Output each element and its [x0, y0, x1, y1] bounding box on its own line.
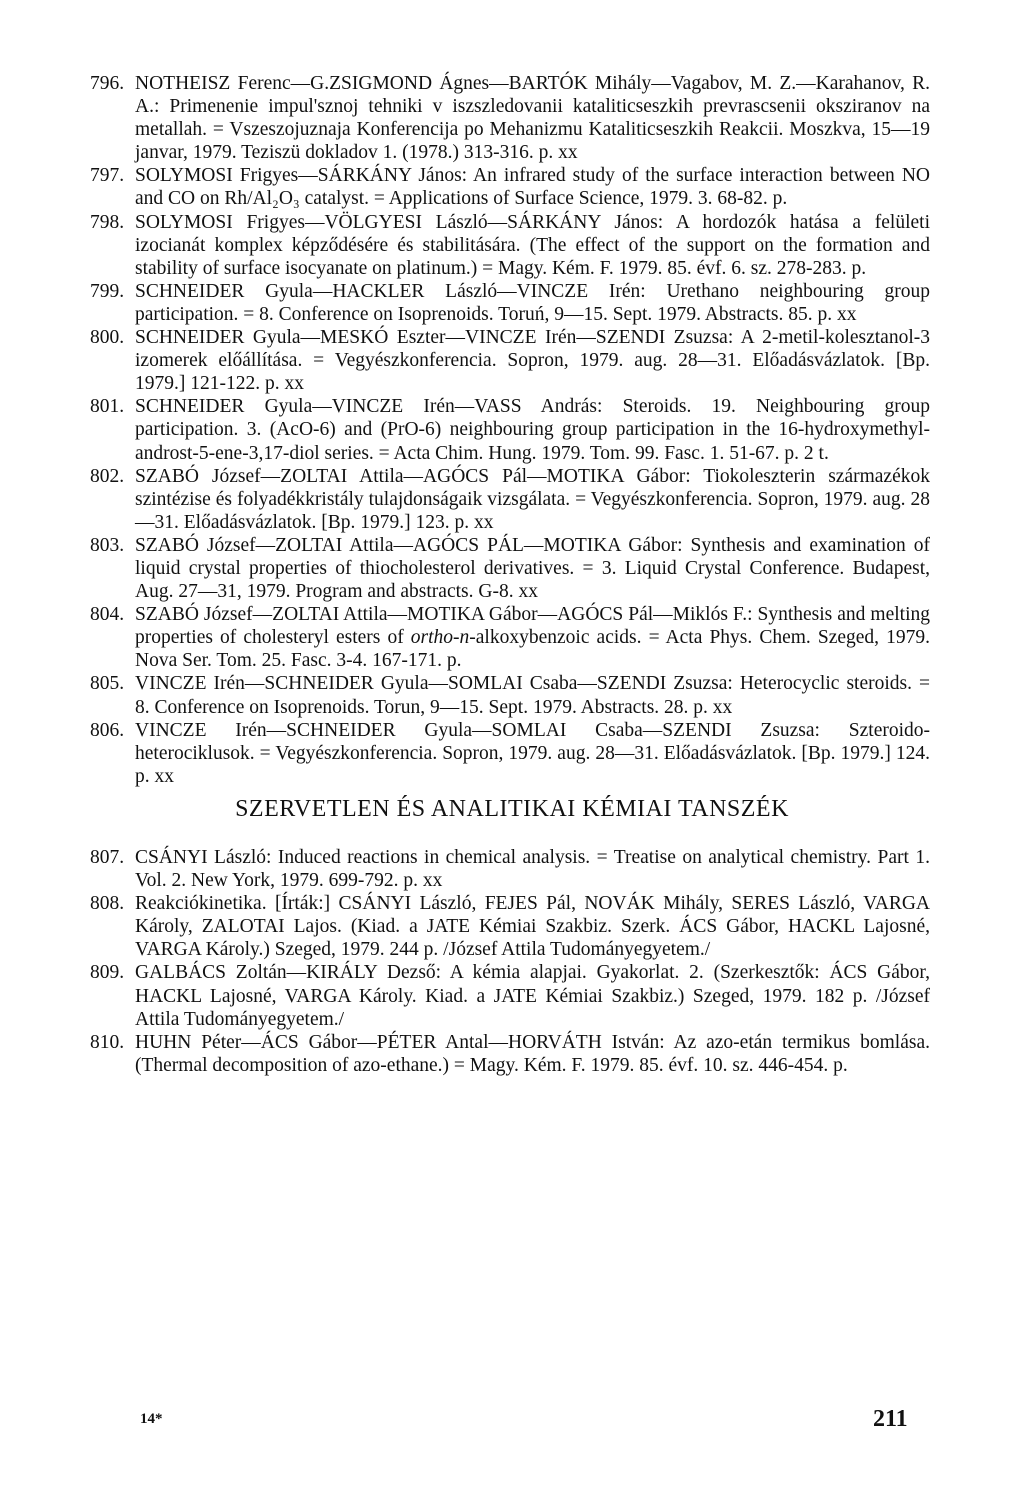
bibliography-entry — [90, 603, 930, 672]
bibliography-entry — [90, 164, 930, 210]
entry-text: GALBÁCS Zoltán—KIRÁLY Dezső: A kémia alapjai. Gyakorlat. 2. (Szerkesztők: ÁCS Gábor, HACKL Lajosné, VARGA Károly. Kiad. a JATE Kémiai Szakbiz.) Szeged, 1979. 182 p. /József Attila Tudományegyetem./ — [135, 962, 930, 1030]
entry-number: 806. — [90, 719, 125, 741]
bibliography-entry — [90, 672, 930, 718]
bibliography-entry — [90, 395, 930, 464]
signature-mark: 14* — [140, 1411, 163, 1427]
entry-text: SCHNEIDER Gyula—VINCZE Irén—VASS András: Steroids. 19. Neighbouring group participation. 3. (AcO-6) and (PrO-6) neighbouring group participation in the 16-hydroxymethyl- androst-5-ene-3,17-diol series. = Acta Chim. Hung. 1979. Tom. 99. Fasc. 1. 51-67. p. 2 t. — [135, 396, 930, 464]
entry-number: 808. — [90, 893, 125, 915]
entry-number: 802. — [90, 465, 125, 487]
bibliography-entry — [90, 961, 930, 1030]
entry-text: SOLYMOSI Frigyes—SÁRKÁNY János: An infrared study of the surface interaction between NO and CO on Rh/Al₂O₃ catalyst. = Applications of Surface Science, 1979. 3. 68-82. p. — [135, 165, 930, 210]
entry-number: 798. — [90, 211, 125, 233]
entry-number: 807. — [90, 847, 125, 868]
section-heading: SZERVETLEN ÉS ANALITIKAI KÉMIAI TANSZÉK — [235, 796, 789, 822]
entry-text: SZABÓ József—ZOLTAI Attila—AGÓCS PÁL—MOTIKA Gábor: Synthesis and examination of liquid crystal properties of thiocholesterol derivatives. = 3. Liquid Crystal Conference. Budapest, Aug. 27—31, 1979. Program and abstracts. G-8. xx — [135, 534, 930, 603]
entry-number: 799. — [90, 280, 125, 302]
entry-number: 809. — [90, 962, 125, 984]
entries-list-top — [90, 72, 930, 788]
bibliography-entry — [90, 326, 930, 395]
bibliography-entry — [90, 1031, 930, 1077]
bibliography-entry — [90, 465, 930, 534]
entries-list-bottom — [90, 846, 930, 1077]
entry-number: 803. — [90, 534, 125, 556]
entry-text: SZABÓ József—ZOLTAI Attila—AGÓCS Pál—MOTIKA Gábor: Tiokoleszterin származékok szintézise és folyadékkristály tulajdonságaik vizsgálata. = Vegyészkonferencia. Sopron, 1979. aug. 28—31. Előadásvázlatok. [Bp. 1979.] 123. p. xx — [135, 465, 930, 533]
bibliography-entry — [90, 719, 930, 788]
bibliography-entry — [90, 534, 930, 603]
bibliography-entry — [90, 280, 930, 326]
entry-number: 797. — [90, 165, 125, 187]
page-number: 211 — [873, 1406, 908, 1432]
entry-number: 796. — [90, 73, 125, 94]
entry-number: 801. — [90, 396, 125, 418]
entry-number: 800. — [90, 327, 125, 349]
entry-text-before: SZABÓ József—ZOLTAI Attila—MOTIKA Gábor—AGÓCS Pál—Miklós F.: Synthesis and melting properties of cholesteryl esters of — [135, 604, 930, 649]
entry-text: SCHNEIDER Gyula—HACKLER László—VINCZE Irén: Urethano neighbouring group participation. = 8. Conference on Isoprenoids. Toruń, 9—15. Sept. 1979. Abstracts. 85. p. xx — [135, 280, 930, 325]
entry-number: 804. — [90, 604, 125, 626]
bibliography-entry — [90, 846, 930, 892]
entry-text: SCHNEIDER Gyula—MESKÓ Eszter—VINCZE Irén—SZENDI Zsuzsa: A 2-metil-kolesztanol-3 izomerek előállítása. = Vegyészkonferencia. Sopron, 1979. aug. 28—31. Előadásvázlatok. [Bp. 1979.] 121-122. p. xx — [135, 327, 930, 395]
entry-text: CSÁNYI László: Induced reactions in chemical analysis. = Treatise on analytical chemistry. Part 1. Vol. 2. New York, 1979. 699-792. p. xx — [135, 847, 930, 892]
bibliography-entry — [90, 72, 930, 164]
entry-text: SOLYMOSI Frigyes—VÖLGYESI László—SÁRKÁNY János: A hordozók hatása a felületi izocianát komplex képződésére és stabilitására. (The effect of the support on the formation and stability of surface isocyanate on platinum.) = Magy. Kém. F. 1979. 85. évf. 6. sz. 278-283. p. — [135, 211, 930, 279]
entry-text: VINCZE Irén—SCHNEIDER Gyula—SOMLAI Csaba—SZENDI Zsuzsa: Heterocyclic steroids. = 8. Conference on Isoprenoids. Torun, 9—15. Sept. 1979. Abstracts. 28. p. xx — [135, 673, 930, 718]
entry-text: HUHN Péter—ÁCS Gábor—PÉTER Antal—HORVÁTH István: Az azo-etán termikus bomlása. (Thermal decomposition of azo-ethane.) = Magy. Kém. F. 1979. 85. évf. 10. sz. 446-454. p. — [135, 1031, 930, 1076]
entry-text: NOTHEISZ Ferenc—G.ZSIGMOND Ágnes—BARTÓK Mihály—Vagabov, M. Z.—Karahanov, R. A.: Primenenie impul'sznoj tehniki v iszszledovanii kataliticseszkih prevrascsenii oksziranov na metallah. = Vszeszojuznaja Konferencija po Mehanizmu Kataliticseszkih Reakcii. Moszkva, 15—19 janvar, 1979. Teziszü dokladov 1. (1978.) 313-316. p. xx — [135, 73, 930, 164]
entry-text-italic: ortho-n — [410, 627, 470, 649]
entry-number: 810. — [90, 1031, 125, 1053]
bibliography-entry — [90, 211, 930, 280]
entry-text-after: -alkoxybenzoic acids. = Acta Phys. Chem. Szeged, 1979. Nova Ser. Tom. 25. Fasc. 3-4. 167-171. p. — [135, 627, 930, 672]
bibliography-entry — [90, 892, 930, 961]
entry-number: 805. — [90, 673, 125, 695]
entry-text: VINCZE Irén—SCHNEIDER Gyula—SOMLAI Csaba—SZENDI Zsuzsa: Szteroido-heterociklusok. = Vegyészkonferencia. Sopron, 1979. aug. 28—31. Előadásvázlatok. [Bp. 1979.] 124. p. xx — [135, 719, 930, 787]
entry-text: Reakciókinetika. [Írták:] CSÁNYI László, FEJES Pál, NOVÁK Mihály, SERES László, VARGA Károly, ZALOTAI Lajos. (Kiad. a JATE Kémiai Szakbiz. Szerk. ÁCS Gábor, HACKL Lajosné, VARGA Károly.) Szeged, 1979. 244 p. /József Attila Tudományegyetem./ — [135, 893, 930, 961]
